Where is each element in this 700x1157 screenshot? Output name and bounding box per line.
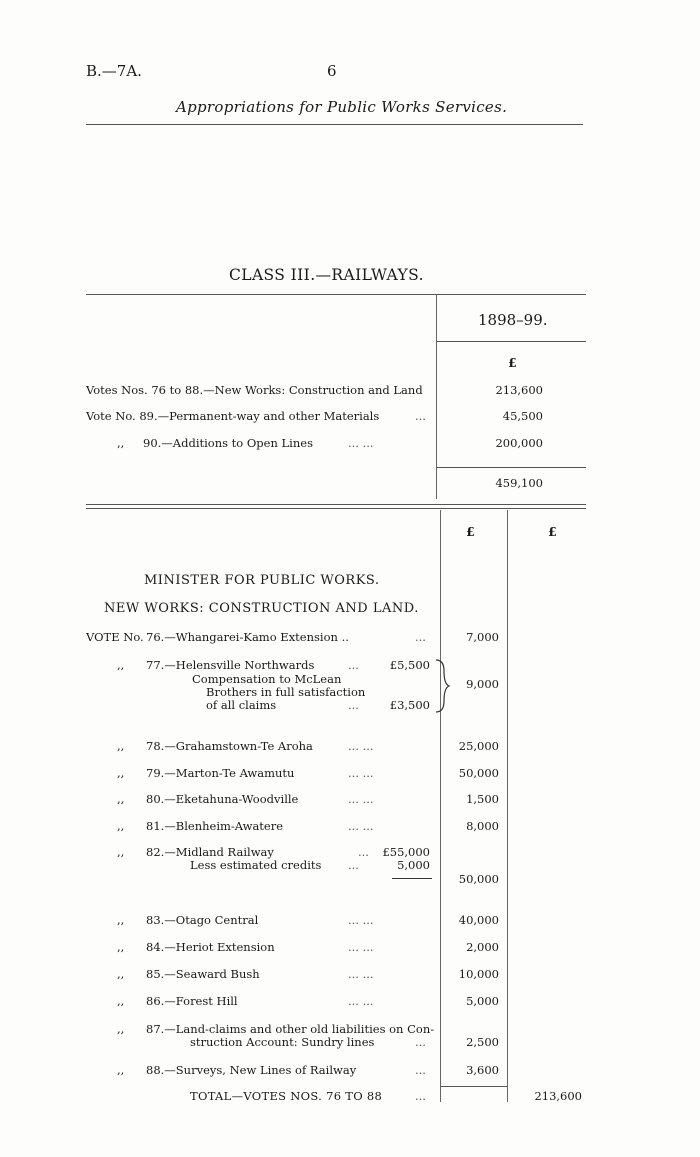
vote-label: 87.—Land-claims and other old liabilities on Con- (146, 1022, 435, 1036)
header-rule (86, 124, 583, 125)
vote-amount: 1,500 (466, 792, 499, 806)
vote-amount: 2,500 (466, 1035, 499, 1049)
vote-ditto: ,, (117, 1063, 125, 1077)
summary-total: 459,100 (495, 476, 543, 490)
vote-leader: ... ... (348, 967, 374, 981)
summary-top-rule (86, 294, 586, 295)
vote-leader: ... (348, 658, 359, 672)
vote-label: 79.—Marton-Te Awamutu (146, 766, 295, 780)
vote-amount: 8,000 (466, 819, 499, 833)
summary-row-label: 90.—Additions to Open Lines (143, 436, 313, 450)
vote-leader: ... (348, 698, 359, 712)
vote-label: 82.—Midland Railway (146, 845, 274, 859)
total-label: TOTAL—VOTES NOS. 76 TO 88 (190, 1089, 383, 1103)
vote-leader: ... ... (348, 940, 374, 954)
vote-sub-amount: £5,500 (389, 658, 430, 672)
vote-leader: ... ... (348, 792, 374, 806)
running-title: Appropriations for Public Works Services. (176, 98, 508, 116)
vote-sub-amount: 5,000 (397, 858, 430, 872)
summary-row-ditto: ,, (117, 436, 125, 450)
summary-row-label: Votes Nos. 76 to 88.—New Works: Construction and Land (86, 383, 423, 397)
vote-label: 80.—Eketahuna-Woodville (146, 792, 299, 806)
total-leader: ... (415, 1089, 426, 1103)
summary-row-amount: 45,500 (502, 409, 543, 423)
vote-label: 84.—Heriot Extension (146, 940, 275, 954)
summary-row-label: Vote No. 89.—Permanent-way and other Materials (86, 409, 380, 423)
vote-amount: 5,000 (466, 994, 499, 1008)
vote-ditto: ,, (117, 739, 125, 753)
vote-ditto: ,, (117, 845, 125, 859)
vote-amount: 3,600 (466, 1063, 499, 1077)
vote-leader: ... (415, 1035, 426, 1049)
vote-label: 76.—Whangarei-Kamo Extension .. (146, 630, 349, 644)
vote-label: 88.—Surveys, New Lines of Railway (146, 1063, 357, 1077)
summary-currency: £ (508, 355, 517, 370)
detail-divider-right (507, 510, 508, 1102)
summary-row-leader: ... ... (348, 436, 374, 450)
vote-ditto: ,, (117, 967, 125, 981)
vote-sub-amount: £55,000 (382, 845, 430, 859)
vote-amount: 9,000 (466, 677, 499, 691)
vote-label-continuation: of all claims (206, 698, 277, 712)
vote-amount: 2,000 (466, 940, 499, 954)
vote-leader: ... (358, 845, 369, 859)
vote-amount: 50,000 (458, 872, 499, 886)
vote-leader: ... (415, 1063, 426, 1077)
vote-leader: ... ... (348, 739, 374, 753)
vote-ditto: ,, (117, 819, 125, 833)
summary-year-heading: 1898–99. (478, 311, 548, 329)
vote-label: 86.—Forest Hill (146, 994, 238, 1008)
vote-ditto: ,, (117, 792, 125, 806)
vote-amount: 25,000 (458, 739, 499, 753)
vote-label-continuation: Compensation to McLean (192, 672, 342, 686)
detail-col1-currency: £ (466, 524, 475, 539)
vote-ditto: ,, (117, 913, 125, 927)
vote-ditto: ,, (117, 940, 125, 954)
vote-label: 85.—Seaward Bush (146, 967, 260, 981)
section-heading: NEW WORKS: CONSTRUCTION AND LAND. (104, 601, 419, 616)
vote-prefix: VOTE No. (86, 630, 144, 644)
detail-divider-left (440, 510, 441, 1102)
vote-leader: ... ... (348, 766, 374, 780)
vote-label-continuation: struction Account: Sundry lines (190, 1035, 375, 1049)
vote-amount: 40,000 (458, 913, 499, 927)
vote-amount: 10,000 (458, 967, 499, 981)
vote-ditto: ,, (117, 1022, 125, 1036)
summary-row-amount: 200,000 (495, 436, 543, 450)
vote-sub-amount: £3,500 (389, 698, 430, 712)
detail-col2-currency: £ (548, 524, 557, 539)
document-reference: B.—7A. (86, 62, 142, 80)
vote-label: 77.—Helensville Northwards (146, 658, 315, 672)
vote-ditto: ,, (117, 994, 125, 1008)
vote-amount: 7,000 (466, 630, 499, 644)
summary-year-rule (437, 341, 586, 342)
vote-amount: 50,000 (458, 766, 499, 780)
minister-heading: MINISTER FOR PUBLIC WORKS. (144, 573, 380, 588)
summary-total-rule (437, 467, 586, 468)
vote-leader: ... ... (348, 994, 374, 1008)
section-rule-upper (86, 504, 586, 505)
page-number: 6 (327, 62, 337, 80)
summary-row-amount: 213,600 (495, 383, 543, 397)
vote-label: 81.—Blenheim-Awatere (146, 819, 284, 833)
vote-label-continuation: Less estimated credits (190, 858, 322, 872)
section-rule-lower (86, 508, 586, 509)
vote-ditto: ,, (117, 766, 125, 780)
vote-leader: ... (415, 630, 426, 644)
vote-leader: ... ... (348, 913, 374, 927)
vote-label: 83.—Otago Central (146, 913, 259, 927)
vote-leader: ... (348, 858, 359, 872)
total-amount: 213,600 (534, 1089, 582, 1103)
vote-label: 78.—Grahamstown-Te Aroha (146, 739, 313, 753)
class-title: CLASS III.—RAILWAYS. (229, 266, 424, 284)
subtotal-rule (392, 878, 432, 879)
total-rule (441, 1086, 507, 1087)
summary-row-leader: ... (415, 409, 426, 423)
vote-ditto: ,, (117, 658, 125, 672)
vote-label-continuation: Brothers in full satisfaction (206, 685, 366, 699)
vote-leader: ... ... (348, 819, 374, 833)
